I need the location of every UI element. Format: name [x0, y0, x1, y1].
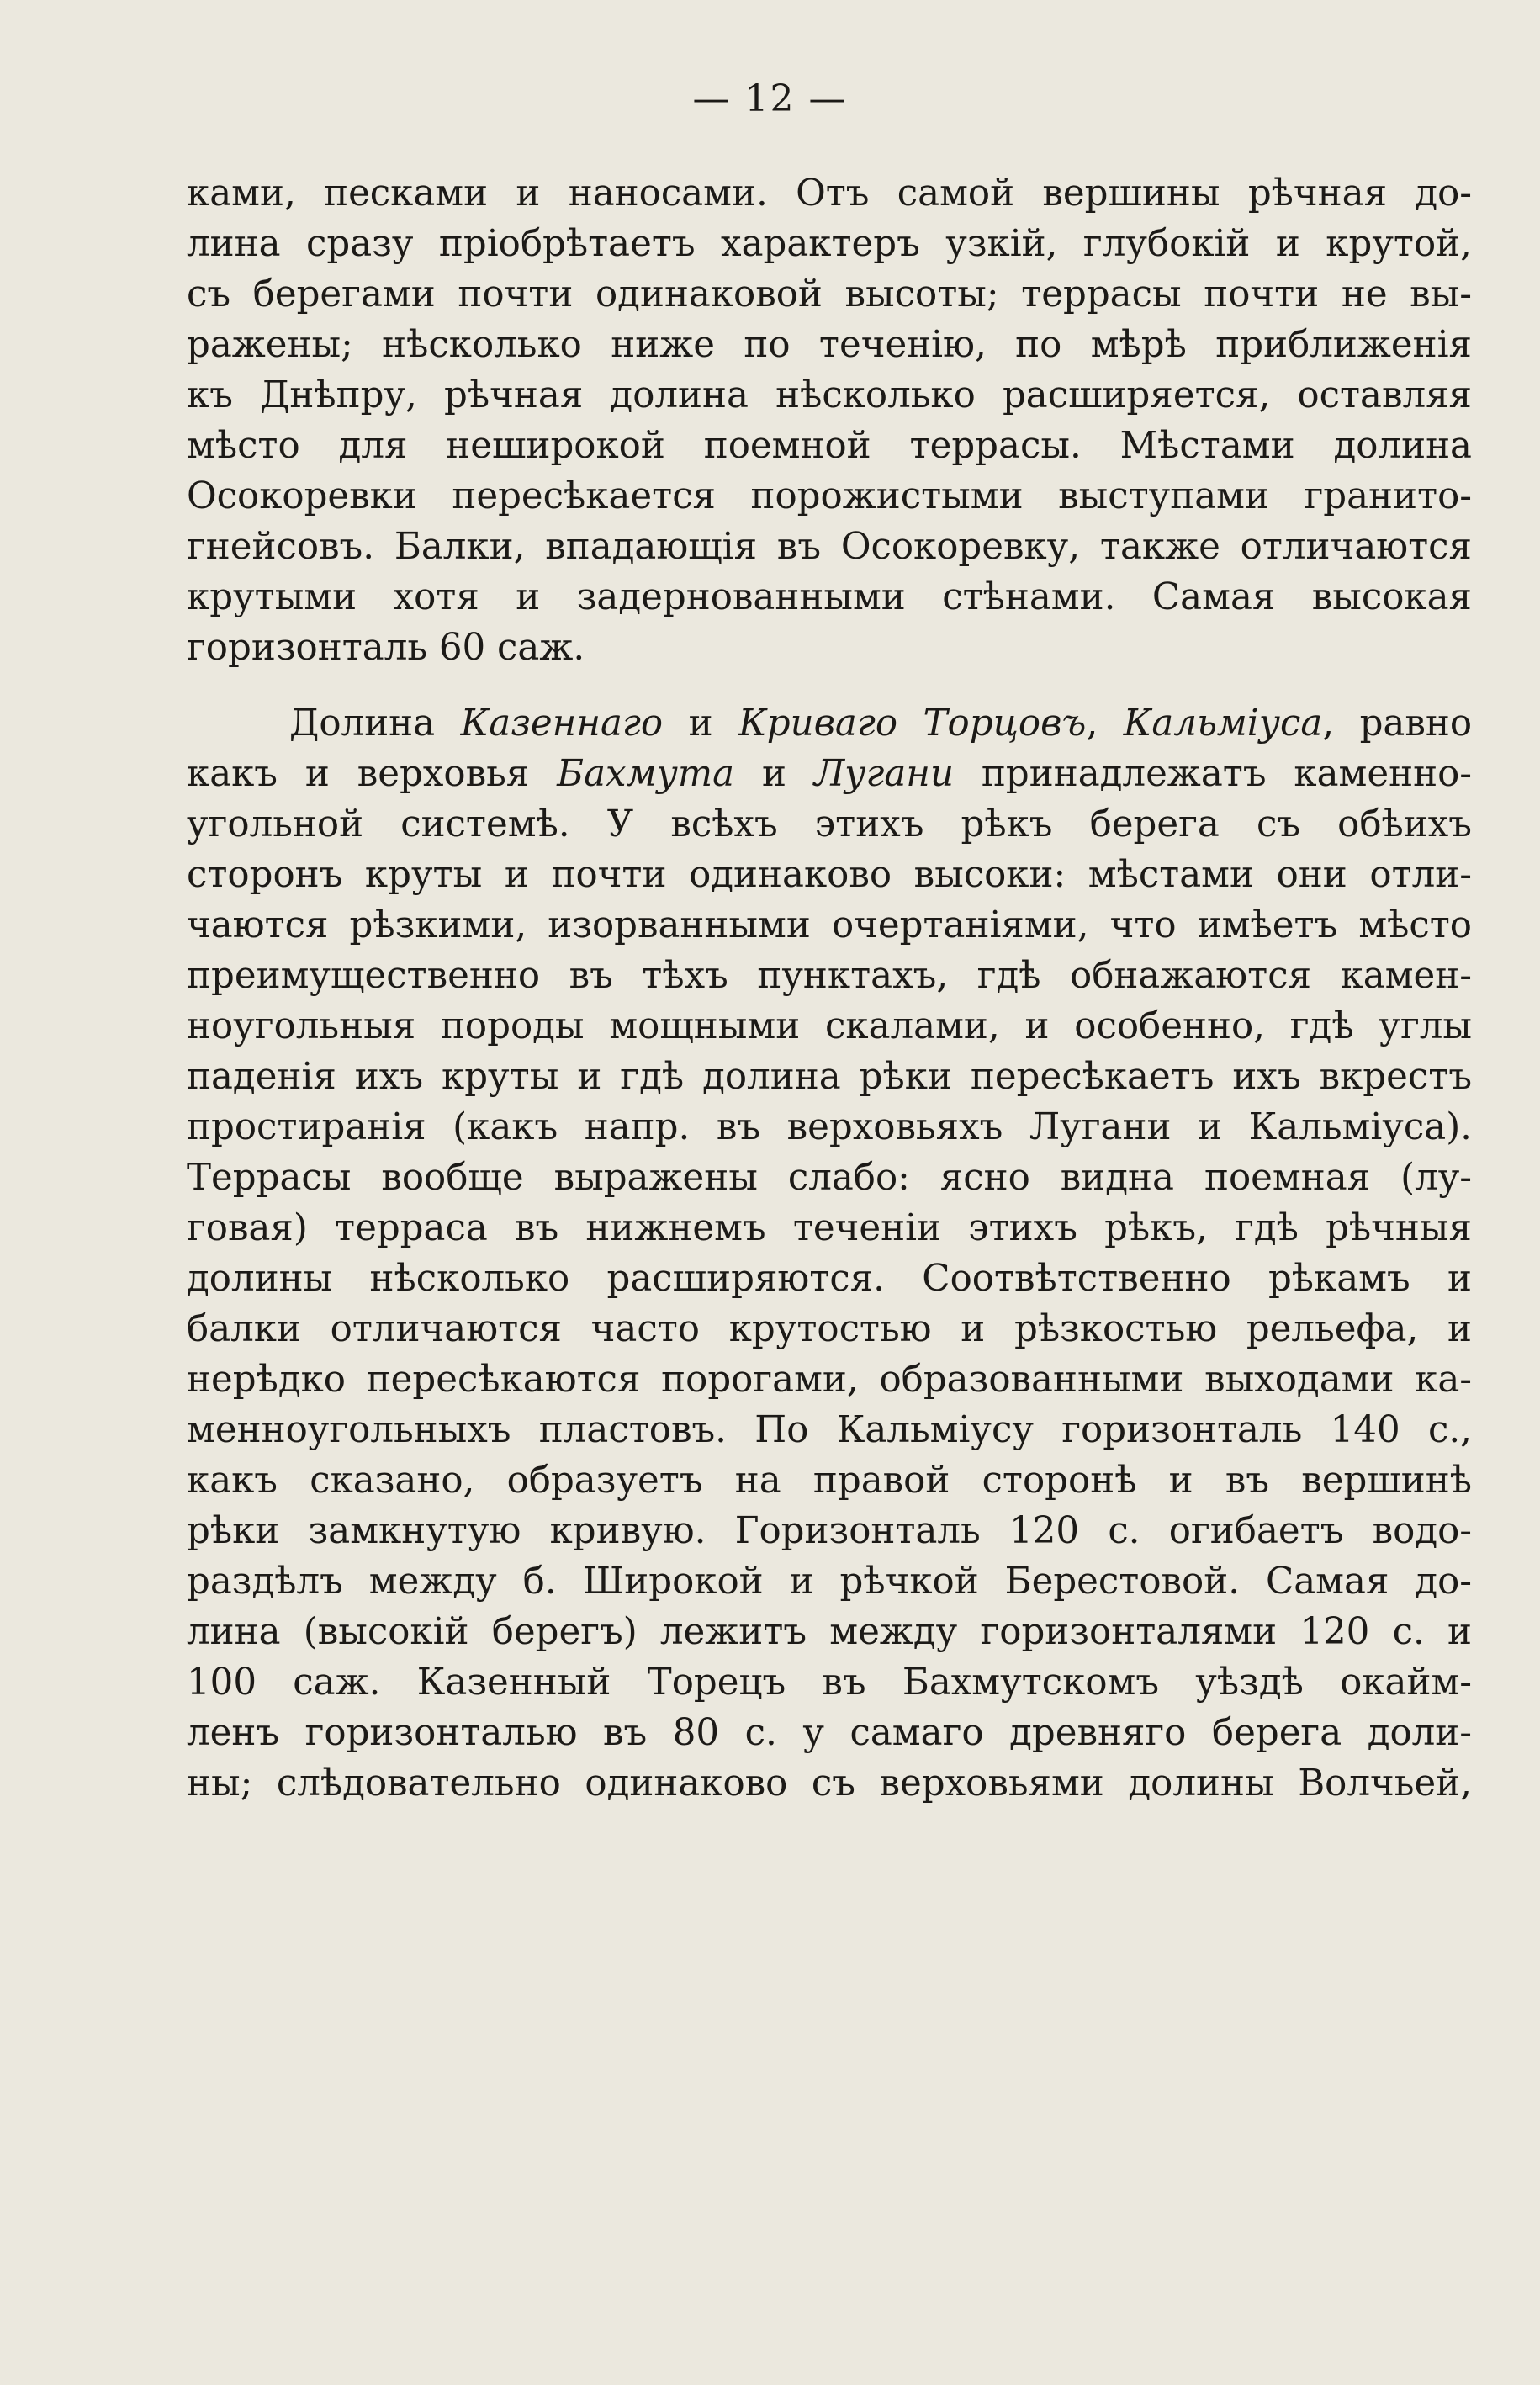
text-run: какъ и верховья — [187, 753, 558, 795]
text-line: Террасы вообще выражены слабо: ясно видна поемная (лу- — [187, 1157, 1472, 1199]
text-run: и — [734, 753, 814, 795]
text-line: лина сразу пріобрѣтаетъ характеръ узкій, глубокій и крутой, — [187, 223, 1472, 265]
paragraph-gap — [187, 673, 1472, 698]
page-number: — 12 — — [692, 77, 848, 120]
italic-river-name: Кальміуса — [1123, 702, 1323, 745]
text-run: принадлежатъ каменно- — [953, 753, 1472, 795]
text-line: говая) терраса въ нижнемъ теченіи этихъ рѣкъ, гдѣ рѣчныя — [187, 1207, 1472, 1249]
text-line: горизонталь 60 саж. — [187, 627, 585, 669]
text-line: съ берегами почти одинаковой высоты; террасы почти не вы- — [187, 273, 1472, 315]
text-line: мѣсто для неширокой поемной террасы. Мѣстами долина — [187, 425, 1472, 467]
text-line: лина (высокій берегъ) лежитъ между горизонталями 120 с. и — [187, 1611, 1472, 1653]
text-line-with-italics — [187, 698, 1472, 749]
text-line: балки отличаются часто крутостью и рѣзкостью рельефа, и — [187, 1308, 1472, 1350]
text-line: къ Днѣпру, рѣчная долина нѣсколько расширяется, оставляя — [187, 374, 1472, 416]
text-line: ражены; нѣсколько ниже по теченію, по мѣрѣ приближенія — [187, 324, 1472, 366]
text-line: ленъ горизонталью въ 80 с. у самаго древняго берега доли- — [187, 1712, 1472, 1754]
paragraph-2 — [187, 698, 1472, 1809]
text-line: простиранія (какъ напр. въ верховьяхъ Лугани и Кальміуса). — [187, 1106, 1472, 1148]
text-line: крутыми хотя и задернованными стѣнами. Самая высокая — [187, 576, 1472, 618]
text-line: какъ сказано, образуетъ на правой сторонѣ и въ вершинѣ — [187, 1460, 1472, 1502]
paragraph-1 — [187, 168, 1472, 673]
text-run: Долина — [289, 702, 461, 745]
italic-river-name: Лугани — [813, 753, 954, 795]
text-line: преимущественно въ тѣхъ пунктахъ, гдѣ обнажаются камен- — [187, 955, 1472, 997]
text-run: , — [1086, 702, 1124, 745]
text-line: менноугольныхъ пластовъ. По Кальміусу горизонталь 140 с., — [187, 1409, 1472, 1451]
text-line-with-italics — [187, 749, 1472, 799]
text-run: , равно — [1322, 702, 1473, 745]
text-line: паденія ихъ круты и гдѣ долина рѣки пересѣкаетъ ихъ вкрестъ — [187, 1056, 1472, 1098]
text-line: раздѣлъ между б. Широкой и рѣчкой Берестовой. Самая до- — [187, 1561, 1472, 1603]
italic-river-name: Криваго Торцовъ — [738, 702, 1087, 745]
text-line: сторонъ круты и почти одинаково высоки: мѣстами они отли- — [187, 854, 1472, 896]
text-line: 100 саж. Казенный Торецъ въ Бахмутскомъ уѣздѣ окайм- — [187, 1662, 1472, 1704]
text-line: угольной системѣ. У всѣхъ этихъ рѣкъ берега съ обѣихъ — [187, 803, 1472, 845]
text-run: и — [663, 702, 739, 745]
italic-river-name: Казеннаго — [460, 702, 664, 745]
text-line: гнейсовъ. Балки, впадающія въ Осокоревку, также отличаются — [187, 526, 1472, 568]
text-line: ками, песками и наносами. Отъ самой вершины рѣчная до- — [187, 172, 1472, 215]
text-line: нерѣдко пересѣкаются порогами, образованными выходами ка- — [187, 1359, 1472, 1401]
italic-river-name: Бахмута — [557, 753, 735, 795]
text-line: чаются рѣзкими, изорванными очертаніями, что имѣетъ мѣсто — [187, 904, 1472, 946]
text-line: Осокоревки пересѣкается порожистыми выступами гранито- — [187, 475, 1472, 517]
text-line: ноугольныя породы мощными скалами, и особенно, гдѣ углы — [187, 1005, 1472, 1047]
text-line: ны; слѣдовательно одинаково съ верховьями долины Волчьей, — [187, 1762, 1472, 1805]
text-line: рѣки замкнутую кривую. Горизонталь 120 с. огибаетъ водо- — [187, 1510, 1472, 1552]
body-text — [187, 168, 1472, 1809]
text-line: долины нѣсколько расширяются. Соотвѣтственно рѣкамъ и — [187, 1258, 1472, 1300]
